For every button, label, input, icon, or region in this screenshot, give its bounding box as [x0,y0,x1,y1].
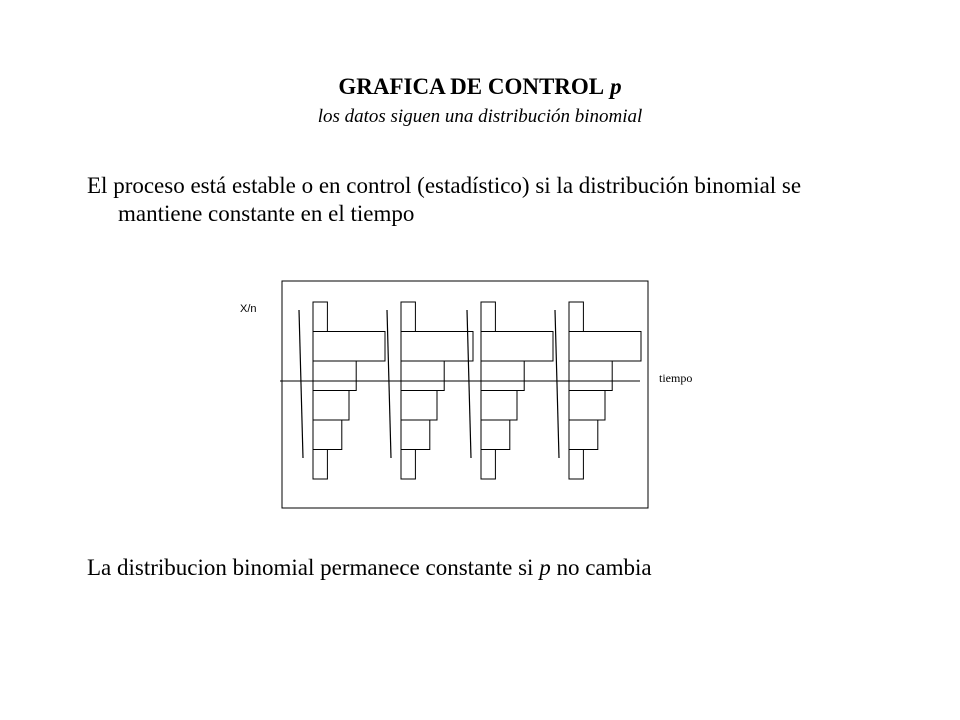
period-4-bar-2 [569,332,641,362]
period-1-bar-2 [313,332,385,362]
title-text: GRAFICA DE CONTROL [338,74,605,99]
period-3-bar-4 [481,391,517,421]
paragraph-conclusion-after: no cambia [556,555,652,580]
diagram-frame [282,281,648,508]
period-2-bar-5 [401,420,430,450]
period-4-bar-5 [569,420,598,450]
period-1-bar-3 [313,361,356,391]
period-3-bar-5 [481,420,510,450]
period-1-bar-6 [313,450,327,480]
period-4-bar-4 [569,391,605,421]
period-1-bar-5 [313,420,342,450]
period-3-bar-1 [481,302,495,332]
period-1-axis-line [299,310,303,458]
period-2-bar-1 [401,302,415,332]
period-2-bar-3 [401,361,444,391]
period-1-bar-4 [313,391,349,421]
period-3-axis-line [467,310,471,458]
period-4-bar-3 [569,361,612,391]
period-4-bar-6 [569,450,583,480]
period-3-bar-3 [481,361,524,391]
paragraph-conclusion-before: La distribucion binomial permanece constante si [87,555,534,580]
period-4-axis-line [555,310,559,458]
x-axis-label: tiempo [659,371,693,385]
period-1-bar-1 [313,302,327,332]
period-3-bar-6 [481,450,495,480]
period-2-bar-6 [401,450,415,480]
paragraph-conclusion-variable: p [539,555,551,580]
paragraph-stability-line1: El proceso está estable o en control (estadístico) si la distribución binomial se [87,173,802,198]
period-2-bar-4 [401,391,437,421]
period-2-axis-line [387,310,391,458]
paragraph-stability-line2: mantiene constante en el tiempo [118,201,415,226]
period-2-bar-2 [401,332,473,362]
title-variable: p [610,74,622,99]
histogram-layer [299,302,641,479]
period-4-bar-1 [569,302,583,332]
period-3-bar-2 [481,332,553,362]
paragraph-conclusion [87,555,652,581]
y-axis-label: X/n [240,303,257,315]
slide-subtitle: los datos siguen una distribución binomial [317,106,643,127]
